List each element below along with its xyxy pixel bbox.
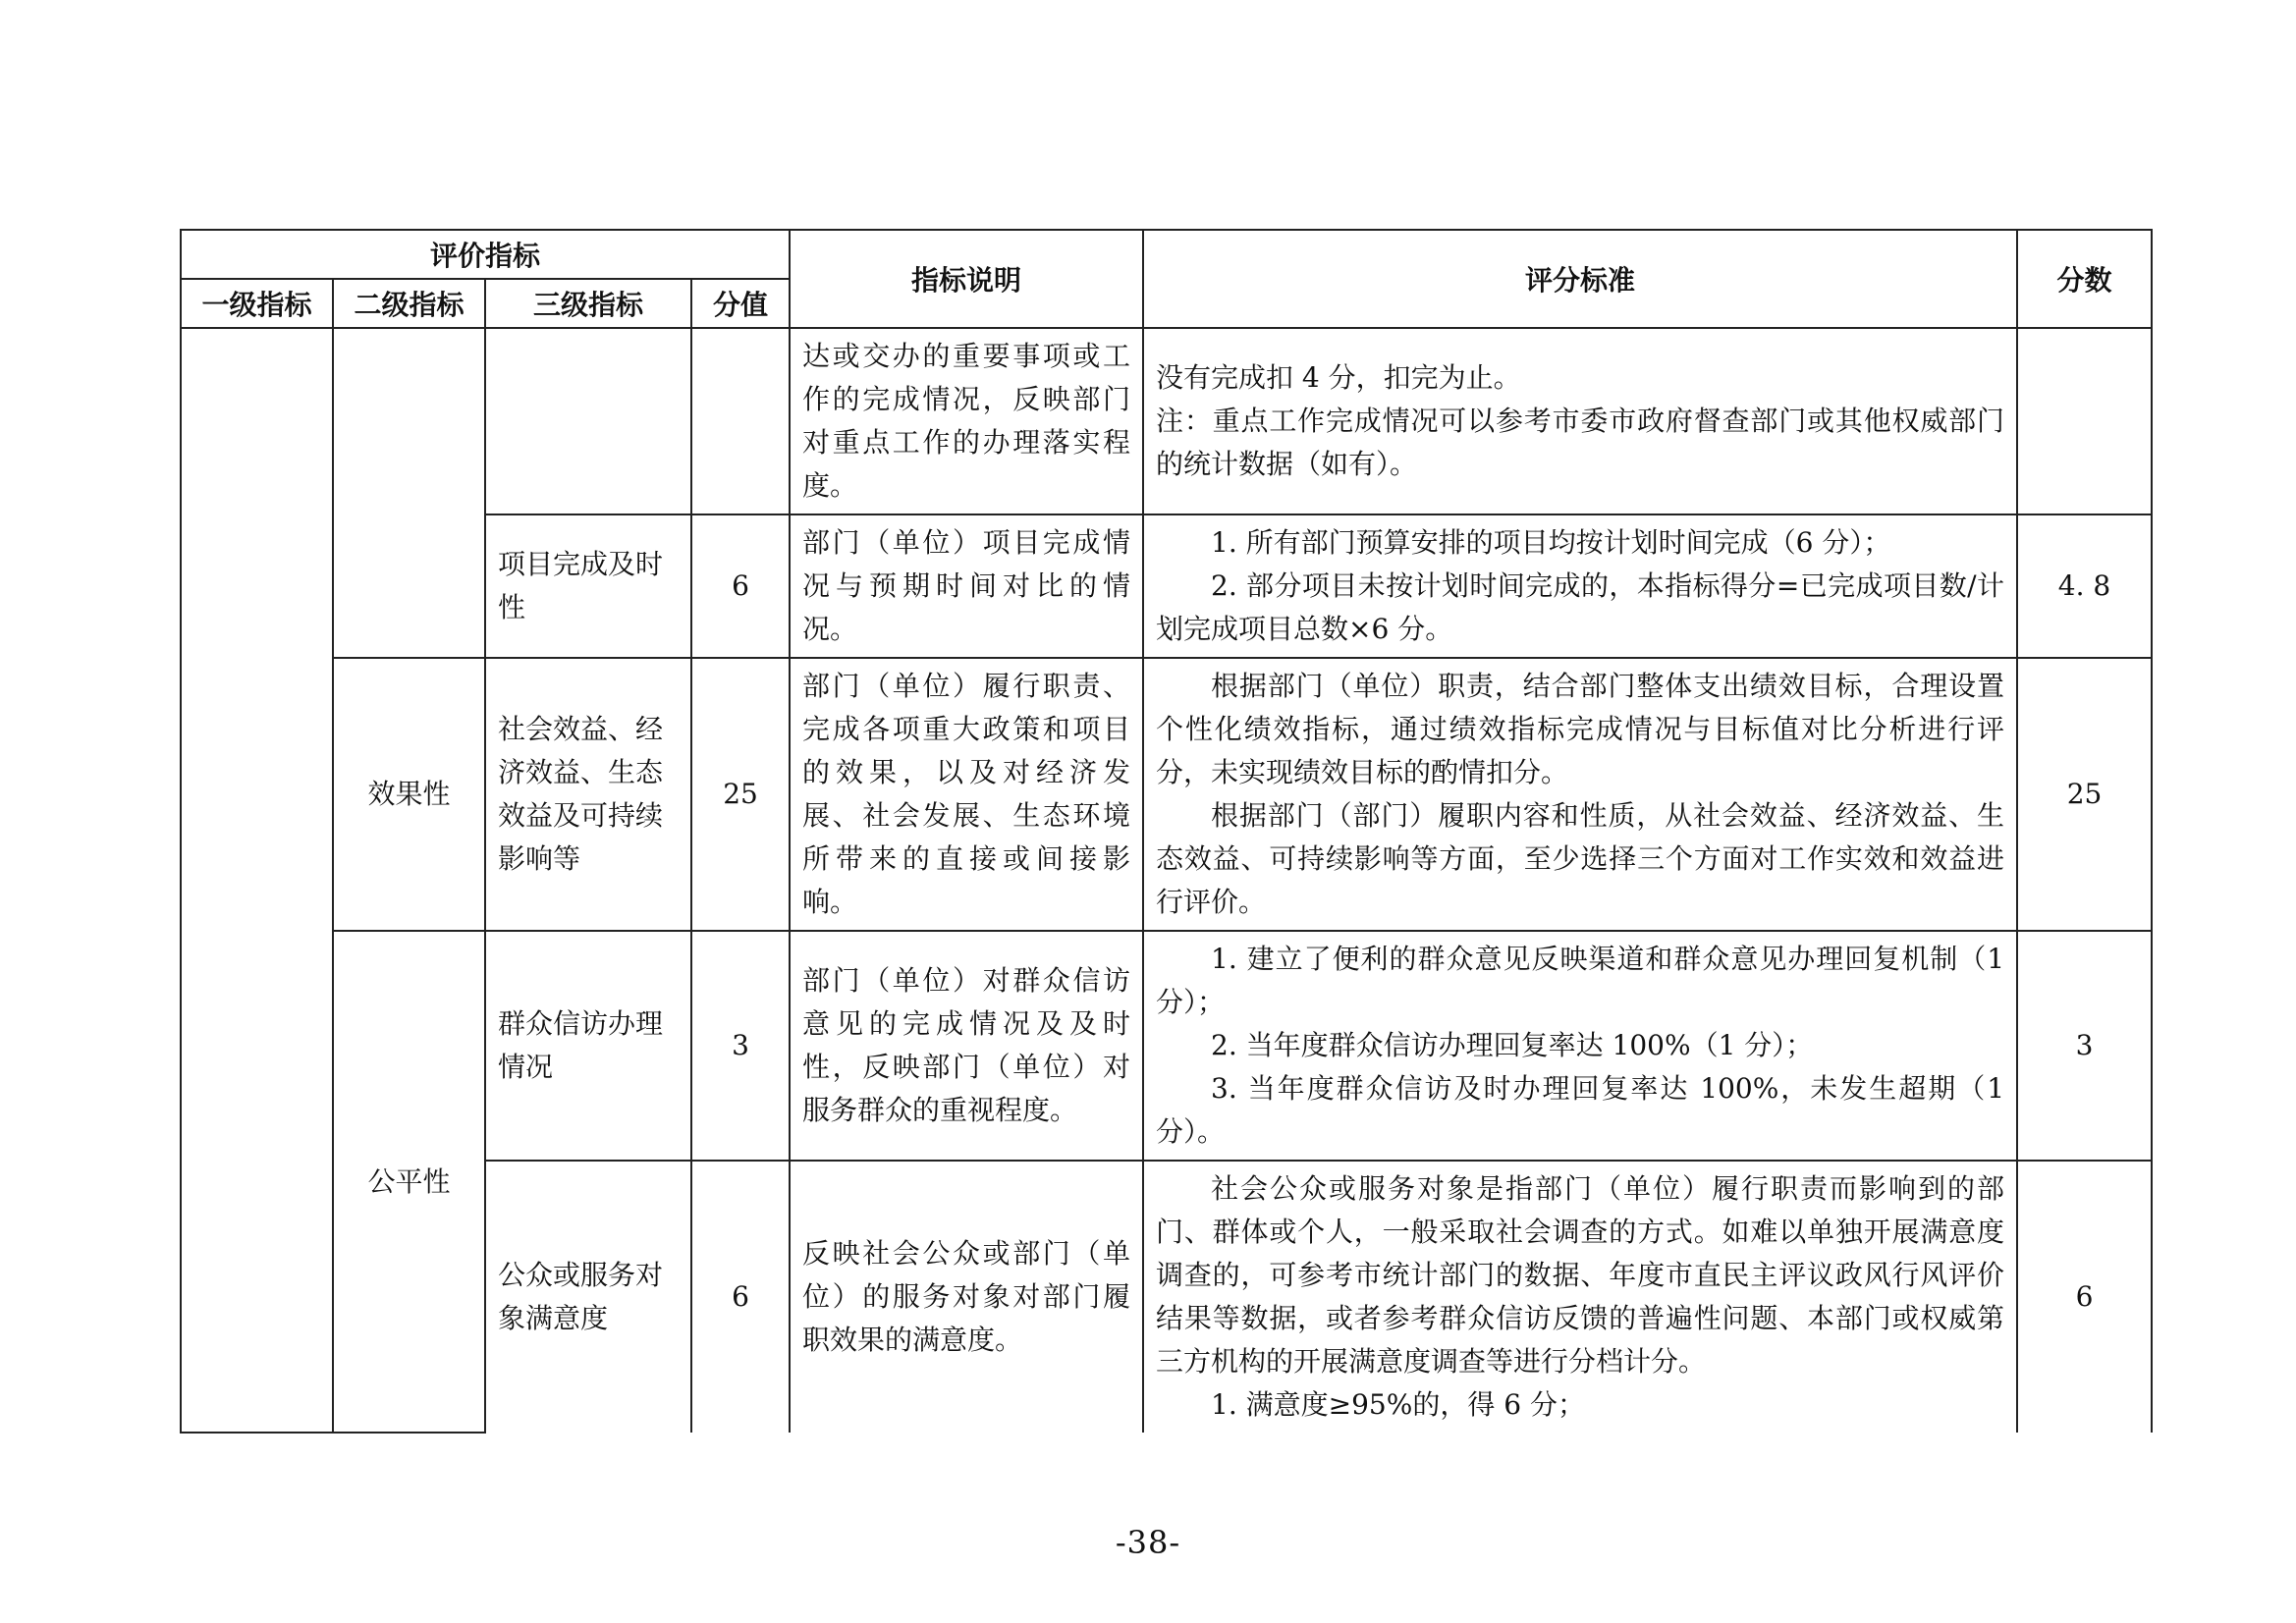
description-cell: 反映社会公众或部门（单位）的服务对象对部门履职效果的满意度。: [790, 1161, 1143, 1433]
criteria-line: 1. 所有部门预算安排的项目均按计划时间完成（6 分）；: [1211, 526, 1891, 559]
weight-cell: 3: [691, 931, 790, 1161]
criteria-line: 3. 当年度群众信访及时办理回复率达 100%，未发生超期（1 分）。: [1156, 1072, 2005, 1148]
score-cell: 25: [2017, 658, 2152, 931]
table-row: [181, 658, 2152, 931]
score-cell: 3: [2017, 931, 2152, 1161]
description-cell: 部门（单位）对群众信访意见的完成情况及及时性，反映部门（单位）对服务群众的重视程度。: [790, 931, 1143, 1161]
header-description: 指标说明: [790, 230, 1143, 328]
criteria-paragraph: 根据部门（单位）职责，结合部门整体支出绩效目标，合理设置个性化绩效指标，通过绩效指标完成情况与目标值对比分析进行评分，未实现绩效目标的酌情扣分。: [1156, 670, 2005, 788]
criteria-line: 注：重点工作完成情况可以参考市委市政府督查部门或其他权威部门的统计数据（如有）。: [1156, 405, 2005, 480]
score-cell: 6: [2017, 1161, 2152, 1433]
criteria-line: 1. 建立了便利的群众意见反映渠道和群众意见办理回复机制（1 分）；: [1156, 943, 2005, 1018]
level3-cell: 群众信访办理情况: [485, 931, 691, 1161]
header-criteria: 评分标准: [1143, 230, 2017, 328]
header-weight: 分值: [691, 279, 790, 328]
level2-cell: [333, 328, 485, 658]
description-cell: 部门（单位）项目完成情况与预期时间对比的情况。: [790, 514, 1143, 658]
table-row: [181, 931, 2152, 1161]
description-cell: 部门（单位）履行职责、完成各项重大政策和项目的效果，以及对经济发展、社会发展、生态环境所带来的直接或间接影响。: [790, 658, 1143, 931]
evaluation-indicator-table: [180, 229, 2153, 1434]
weight-cell: 6: [691, 1161, 790, 1433]
criteria-cell: [1143, 514, 2017, 658]
score-cell: 4. 8: [2017, 514, 2152, 658]
page-number: -38-: [1115, 1524, 1181, 1561]
level3-cell: [485, 328, 691, 514]
level3-cell: 公众或服务对象满意度: [485, 1161, 691, 1433]
weight-cell: 6: [691, 514, 790, 658]
criteria-line: 没有完成扣 4 分，扣完为止。: [1156, 361, 1521, 394]
criteria-line: 1. 满意度≥95%的，得 6 分；: [1211, 1388, 1585, 1421]
level1-cell: [181, 328, 333, 1433]
header-level3: 三级指标: [485, 279, 691, 328]
level3-cell: 社会效益、经济效益、生态效益及可持续影响等: [485, 658, 691, 931]
score-cell: [2017, 328, 2152, 514]
header-level1: 一级指标: [181, 279, 333, 328]
criteria-cell: [1143, 931, 2017, 1161]
description-cell: 达或交办的重要事项或工作的完成情况，反映部门对重点工作的办理落实程度。: [790, 328, 1143, 514]
criteria-line: 2. 部分项目未按计划时间完成的，本指标得分=已完成项目数/计划完成项目总数×6 分。: [1156, 569, 2005, 645]
criteria-paragraph: 根据部门（部门）履职内容和性质，从社会效益、经济效益、生态效益、可持续影响等方面，至少选择三个方面对工作实效和效益进行评价。: [1156, 799, 2005, 918]
header-score: 分数: [2017, 230, 2152, 328]
weight-cell: 25: [691, 658, 790, 931]
criteria-cell: [1143, 658, 2017, 931]
level3-cell: 项目完成及时性: [485, 514, 691, 658]
criteria-paragraph: 社会公众或服务对象是指部门（单位）履行职责而影响到的部门、群体或个人，一般采取社会调查的方式。如难以单独开展满意度调查的，可参考市统计部门的数据、年度市直民主评议政风行风评价结果等数据，或者参考群众信访反馈的普遍性问题、本部门或权威第三方机构的开展满意度调查等进行分档计分。: [1156, 1172, 2005, 1378]
header-indicator-group: 评价指标: [181, 230, 790, 279]
level2-cell: 效果性: [333, 658, 485, 931]
criteria-line: 2. 当年度群众信访办理回复率达 100%（1 分）；: [1211, 1029, 1814, 1061]
table-row: [181, 328, 2152, 514]
criteria-cell: [1143, 328, 2017, 514]
header-level2: 二级指标: [333, 279, 485, 328]
criteria-cell: [1143, 1161, 2017, 1433]
weight-cell: [691, 328, 790, 514]
level2-cell: 公平性: [333, 931, 485, 1433]
